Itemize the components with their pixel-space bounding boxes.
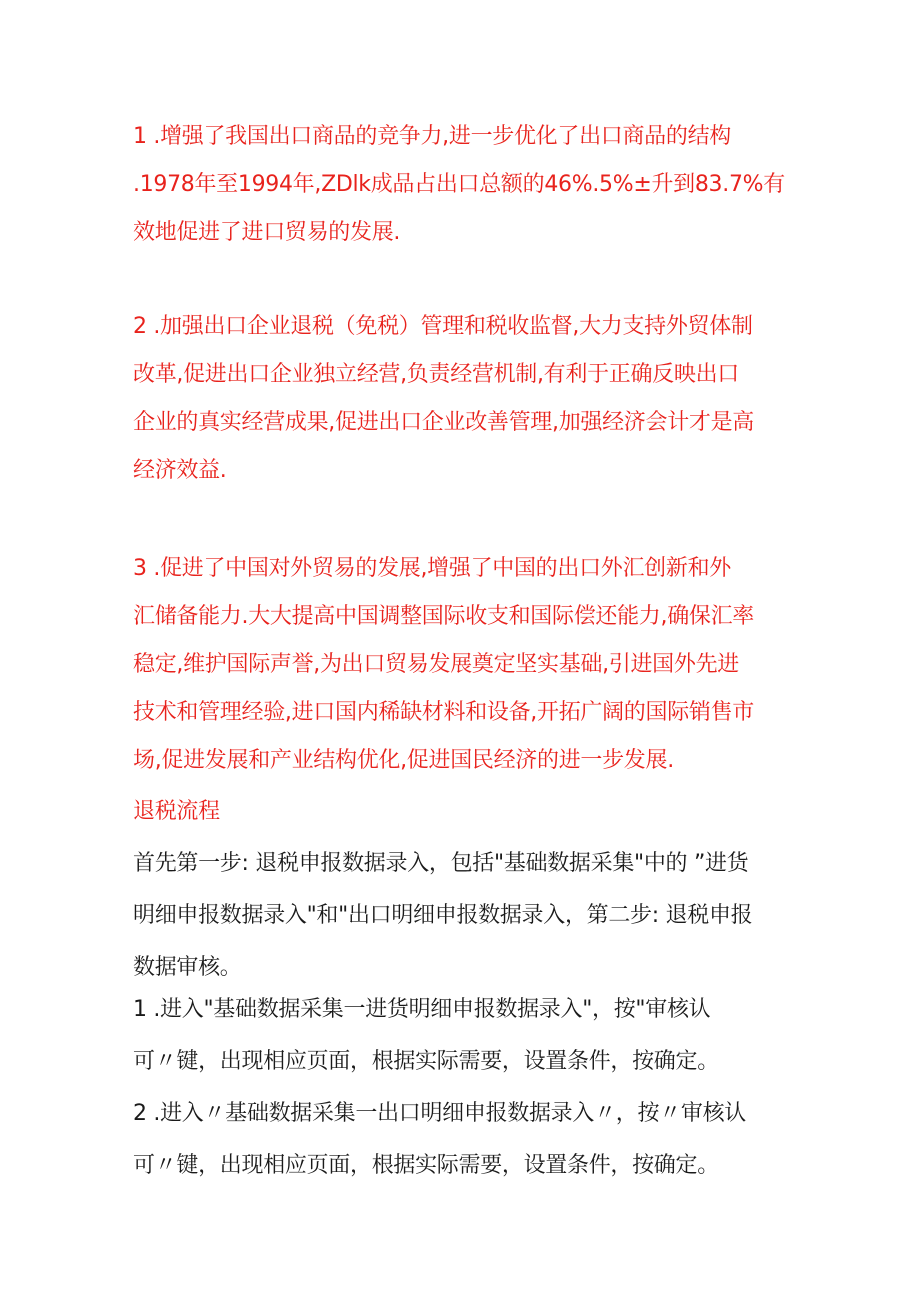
text-line: 可〃键，出现相应页面，根据实际需要，设置条件，按确定。 (133, 1153, 719, 1178)
text-line: 稳定,维护国际声誉,为出口贸易发展奠定坚实基础,引进国外先进 (133, 652, 739, 677)
paragraph-competitiveness (133, 113, 813, 257)
text-line: 企业的真实经营成果,促进出口企业改善管理,加强经济会计才是高 (133, 410, 754, 435)
text-line: 1 .增强了我国出口商品的竞争力,进一步优化了出口商品的结构 (133, 124, 731, 149)
paragraph-process-intro (133, 838, 813, 994)
section-heading (133, 788, 813, 836)
heading-text: 退税流程 (133, 799, 220, 824)
text-line: .1978年至1994年,ZDlk成品占出口总额的46%.5%±升到83.7%有 (133, 172, 785, 197)
paragraph-step-2 (133, 1088, 813, 1192)
text-line: 经济效益. (133, 458, 227, 483)
text-line: 2 .加强出口企业退税（免税）管理和税收监督,大力支持外贸体制 (133, 314, 753, 339)
text-line: 3 .促进了中国对外贸易的发展,增强了中国的出口外汇创新和外 (133, 556, 731, 581)
text-line: 明细申报数据录入"和"出口明细申报数据录入，第二步: 退税申报 (133, 903, 753, 928)
text-line: 可〃键，出现相应页面，根据实际需要，设置条件，按确定。 (133, 1049, 719, 1074)
text-line: 技术和管理经验,进口国内稀缺材料和设备,开拓广阔的国际销售市 (133, 700, 754, 725)
text-line: 改革,促进出口企业独立经营,负责经营机制,有利于正确反映出口 (133, 362, 739, 387)
text-line: 首先第一步: 退税申报数据录入，包括"基础数据采集"中的 ”进货 (133, 851, 749, 876)
text-line: 场,促进发展和产业结构优化,促进国民经济的进一步发展. (133, 748, 674, 773)
text-line: 2 .进入〃基础数据采集一出口明细申报数据录入〃，按〃审核认 (133, 1101, 746, 1126)
text-line: 1 .进入"基础数据采集一进货明细申报数据录入"，按"审核认 (133, 997, 711, 1022)
paragraph-foreign-trade (133, 545, 813, 785)
text-line: 数据审核。 (133, 955, 242, 980)
text-line: 汇储备能力.大大提高中国调整国际收支和国际偿还能力,确保汇率 (133, 604, 754, 629)
paragraph-tax-management (133, 303, 813, 495)
text-line: 效地促进了进口贸易的发展. (133, 220, 401, 245)
paragraph-step-1 (133, 984, 813, 1088)
